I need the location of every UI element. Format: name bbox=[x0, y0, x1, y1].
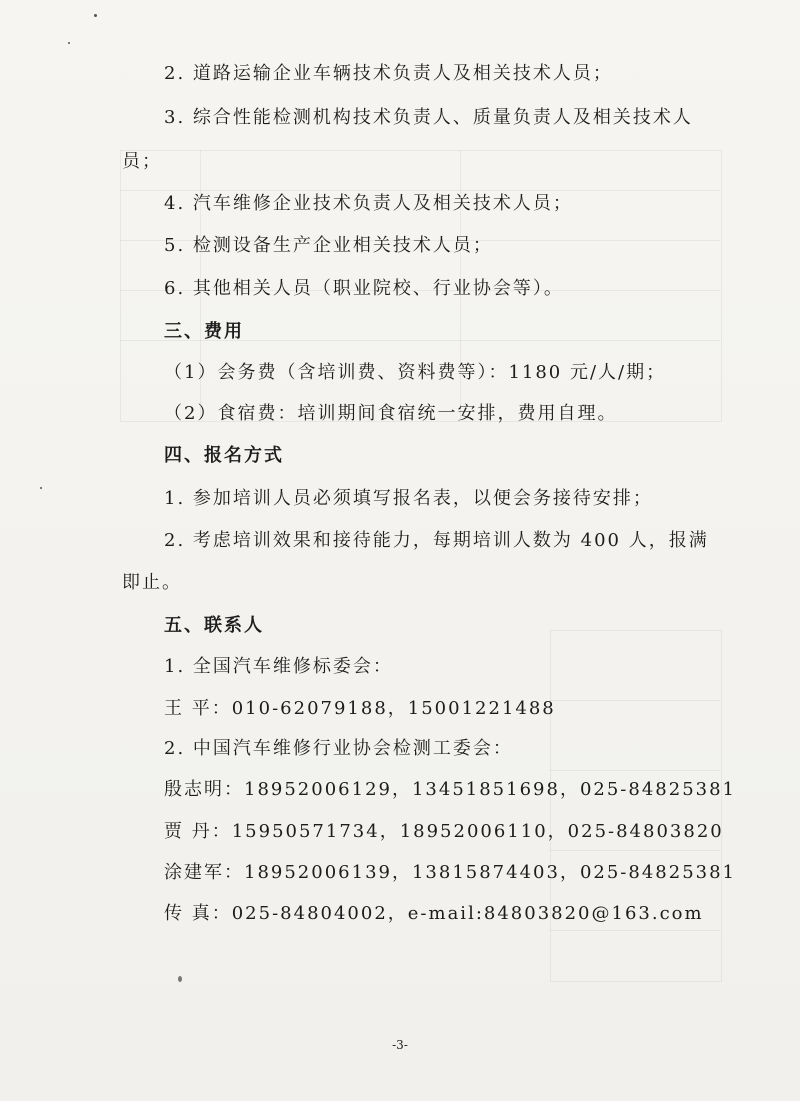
bleed-through-rule bbox=[550, 930, 720, 931]
contact-tu-jianjun: 涂建军：18952006139，13815874403，025-84825381 bbox=[164, 862, 737, 883]
contacts-org-1: 1. 全国汽车维修标委会： bbox=[164, 656, 393, 677]
scan-speck bbox=[178, 976, 182, 982]
fees-heading: 三、费用 bbox=[164, 321, 244, 342]
attendee-line-3-wrap: 员； bbox=[122, 151, 162, 172]
bleed-through-rule bbox=[550, 700, 720, 701]
attendee-line-2: 2. 道路运输企业车辆技术负责人及相关技术人员； bbox=[164, 63, 613, 84]
contact-yin-zhiming: 殷志明：18952006129，13451851698，025-84825381 bbox=[164, 779, 737, 800]
contact-wang-ping: 王 平：010-62079188，15001221488 bbox=[164, 698, 556, 719]
contacts-heading: 五、联系人 bbox=[164, 615, 264, 636]
scan-speck bbox=[94, 14, 97, 17]
page-number: -3- bbox=[392, 1038, 408, 1052]
fees-item-2: （2）食宿费：培训期间食宿统一安排，费用自理。 bbox=[164, 403, 618, 424]
registration-item-2-wrap: 即止。 bbox=[122, 572, 182, 593]
attendee-line-4: 4. 汽车维修企业技术负责人及相关技术人员； bbox=[164, 193, 573, 214]
scan-speck bbox=[68, 42, 70, 44]
registration-item-1: 1. 参加培训人员必须填写报名表，以便会务接待安排； bbox=[164, 488, 653, 509]
bleed-through-rule bbox=[120, 190, 720, 191]
fees-item-1: （1）会务费（含培训费、资料费等）：1180 元/人/期； bbox=[164, 362, 667, 383]
registration-heading: 四、报名方式 bbox=[164, 445, 284, 466]
contact-fax-email: 传 真：025-84804002，e-mail:84803820@163.com bbox=[164, 903, 704, 924]
bleed-through-rule bbox=[550, 850, 720, 851]
contact-jia-dan: 贾 丹：15950571734，18952006110，025-84803820 bbox=[164, 821, 724, 842]
attendee-line-6: 6. 其他相关人员（职业院校、行业协会等）。 bbox=[164, 278, 564, 299]
attendee-line-3: 3. 综合性能检测机构技术负责人、质量负责人及相关技术人 bbox=[164, 107, 693, 128]
scan-speck bbox=[40, 487, 42, 489]
bleed-through-rule bbox=[550, 770, 720, 771]
attendee-line-5: 5. 检测设备生产企业相关技术人员； bbox=[164, 235, 493, 256]
registration-item-2: 2. 考虑培训效果和接待能力，每期培训人数为 400 人，报满 bbox=[164, 530, 709, 551]
contacts-org-2: 2. 中国汽车维修行业协会检测工委会： bbox=[164, 738, 513, 759]
